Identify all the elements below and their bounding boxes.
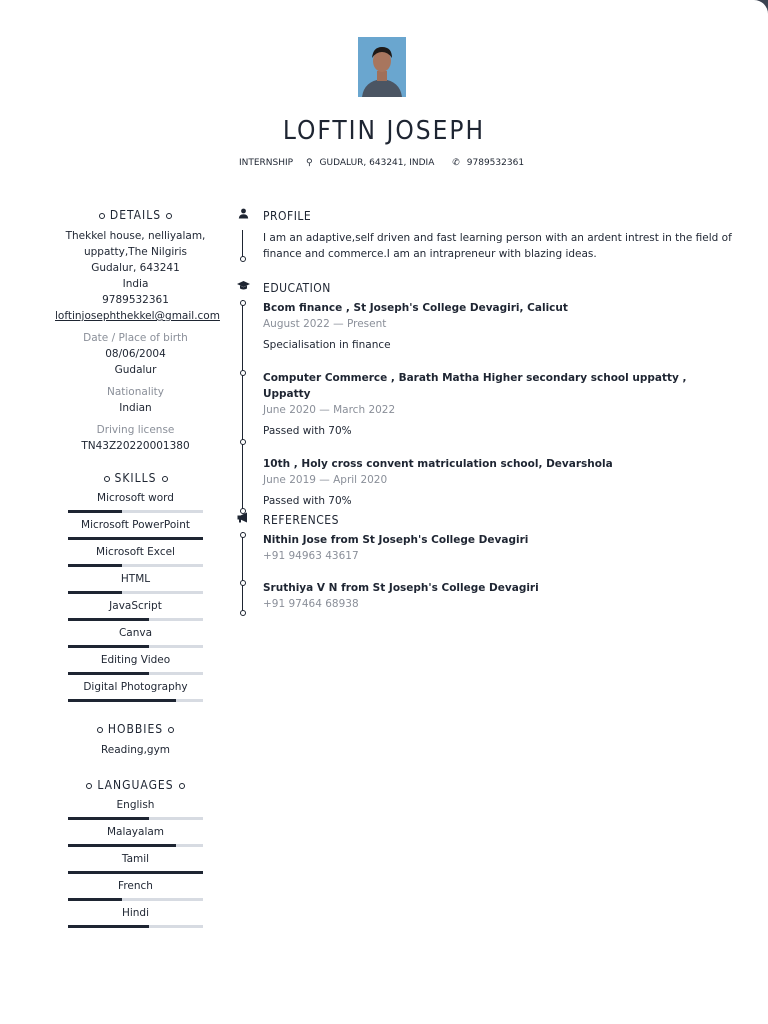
language-bar xyxy=(68,817,203,820)
education-heading: EDUCATION xyxy=(263,281,331,295)
header-subline xyxy=(0,158,768,168)
address-line-1: Thekkel house, nelliyalam, xyxy=(65,230,206,242)
skill-item: Microsoft Excel xyxy=(55,545,216,567)
education-timeline xyxy=(242,300,243,512)
license-label: Driving license xyxy=(96,424,175,436)
address-line-3: Gudalur, 643241 xyxy=(91,262,180,274)
phone-icon: ✆ xyxy=(452,158,460,168)
profile-section xyxy=(235,208,735,280)
language-item: Malayalam xyxy=(55,825,216,847)
hobbies-text: Reading,gym xyxy=(100,744,171,756)
languages-list xyxy=(55,798,216,928)
reference-entry: Nithin Jose from St Joseph's College Devagiri +91 94963 43617 xyxy=(263,534,529,562)
skills-list xyxy=(55,491,216,702)
nationality-value: Indian xyxy=(119,402,152,414)
education-section xyxy=(235,280,735,512)
skill-bar xyxy=(68,672,203,675)
education-entry: 10th , Holy cross convent matriculation school, Devarshola June 2019 — April 2020 Passed with 70% xyxy=(263,458,613,507)
address-line-2: uppatty,The Nilgiris xyxy=(83,246,188,258)
map-pin-icon: ⚲ xyxy=(305,158,313,168)
email-link[interactable]: loftinjosephthekkel@gmail.com xyxy=(55,310,220,322)
skill-bar xyxy=(68,591,203,594)
language-bar xyxy=(68,871,203,874)
skill-bar xyxy=(68,564,203,567)
education-entry: Computer Commerce , Barath Matha Higher secondary school uppatty , Uppatty June 2020 — March 2022 Passed with 70% xyxy=(263,372,687,437)
person-icon xyxy=(235,208,251,222)
details-phone: 9789532361 xyxy=(102,294,169,306)
skill-item: Microsoft word xyxy=(55,491,216,513)
graduation-cap-icon xyxy=(235,280,251,294)
details-heading: DETAILS xyxy=(55,208,216,222)
language-item: Tamil xyxy=(55,852,216,874)
language-item: French xyxy=(55,879,216,901)
header-phone: ✆ 9789532361 xyxy=(452,158,525,168)
skill-item: Microsoft PowerPoint xyxy=(55,518,216,540)
references-heading: REFERENCES xyxy=(263,513,339,527)
language-bar xyxy=(68,844,203,847)
language-item: Hindi xyxy=(55,906,216,928)
hobbies-heading: HOBBIES xyxy=(55,722,216,736)
country: India xyxy=(122,278,149,290)
skill-bar xyxy=(68,645,203,648)
language-item: English xyxy=(55,798,216,820)
education-entry: Bcom finance , St Joseph's College Devagiri, Calicut August 2022 — Present Specialisation in finance xyxy=(263,302,568,351)
right-column xyxy=(235,208,735,622)
header-location: ⚲ GUDALUR, 643241, INDIA xyxy=(305,158,435,168)
skill-item: Digital Photography xyxy=(55,680,216,702)
skill-bar xyxy=(68,618,203,621)
profile-timeline xyxy=(242,230,243,258)
skill-item: JavaScript xyxy=(55,599,216,621)
skill-item: HTML xyxy=(55,572,216,594)
language-bar xyxy=(68,925,203,928)
dob-label: Date / Place of birth xyxy=(83,332,188,344)
profile-text: I am an adaptive,self driven and fast learning person with an ardent intrest in the field of finance and commerce.I am an intrapreneur with blazing ideas. xyxy=(263,232,732,260)
nationality-label: Nationality xyxy=(106,386,164,398)
license-value: TN43Z20220001380 xyxy=(81,440,190,452)
megaphone-icon xyxy=(235,512,251,526)
job-title: INTERNSHIP xyxy=(238,158,294,168)
skill-bar xyxy=(68,537,203,540)
references-timeline xyxy=(242,532,243,614)
left-column xyxy=(55,208,220,928)
reference-entry: Sruthiya V N from St Joseph's College Devagiri +91 97464 68938 xyxy=(263,582,539,610)
birth-place: Gudalur xyxy=(114,364,157,376)
dob-value: 08/06/2004 xyxy=(105,348,166,360)
language-bar xyxy=(68,898,203,901)
languages-heading: LANGUAGES xyxy=(55,778,216,792)
skill-item: Canva xyxy=(55,626,216,648)
skill-bar xyxy=(68,699,203,702)
skill-item: Editing Video xyxy=(55,653,216,675)
profile-photo xyxy=(358,37,406,97)
skill-bar xyxy=(68,510,203,513)
candidate-name: LOFTIN JOSEPH xyxy=(282,116,486,146)
skills-heading: SKILLS xyxy=(55,471,216,485)
profile-heading: PROFILE xyxy=(263,209,312,223)
references-section xyxy=(235,512,735,622)
